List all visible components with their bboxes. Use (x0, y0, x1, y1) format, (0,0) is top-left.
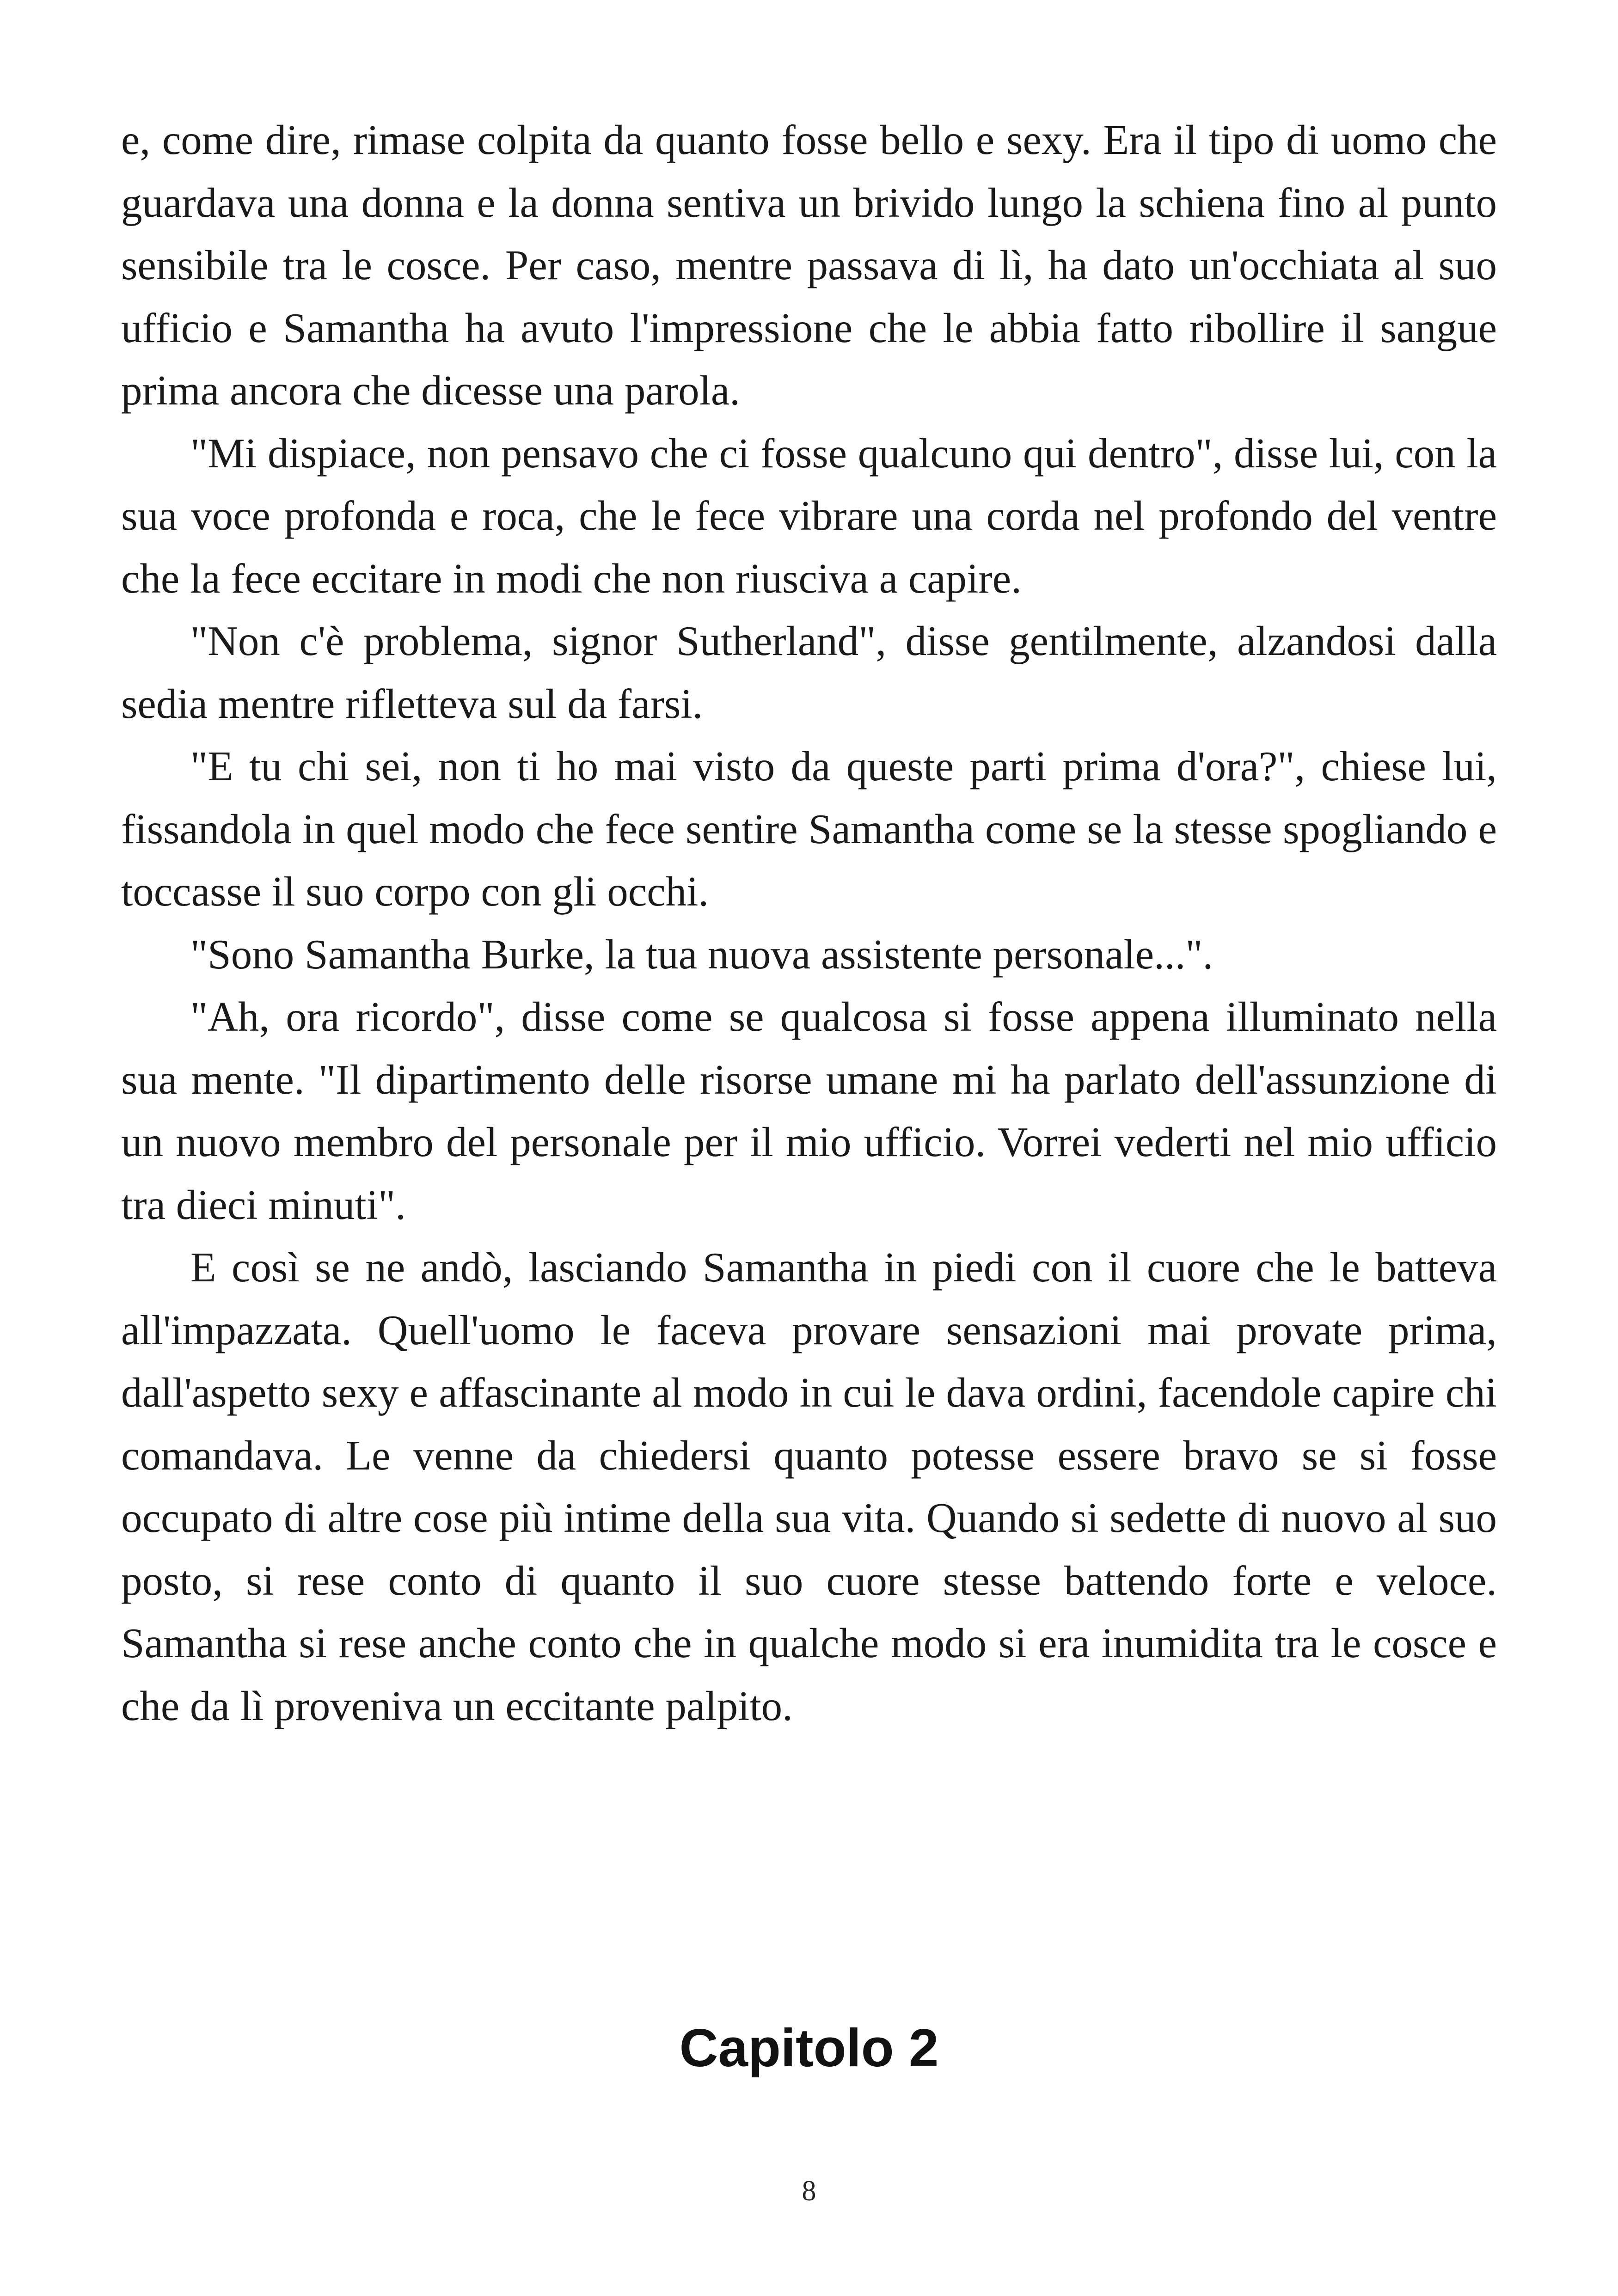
paragraph: e, come dire, rimase colpita da quanto fosse bello e sexy. Era il tipo di uomo che guardava una donna e la donna sentiva un brivido lungo la schiena fino al punto sensibile tra le cosce. Per caso, mentre passava di lì, ha dato un'occhiata al suo ufficio e Samantha ha avuto l'impressione che le abbia fatto ribollire il sangue prima ancora che dicesse una parola. (121, 116, 1497, 414)
chapter-heading: Capitolo 2 (679, 2018, 939, 2078)
body-text (121, 109, 1497, 1737)
page-number: 8 (802, 2175, 816, 2207)
paragraph: E così se ne andò, lasciando Samantha in piedi con il cuore che le batteva all'impazzata. Quell'uomo le faceva provare sensazioni mai provate prima, dall'aspetto sexy e affascinante al modo in cui le dava ordini, facendole capire chi comandava. Le venne da chiedersi quanto potesse essere bravo se si fosse occupato di altre cose più intime della sua vita. Quando si sedette di nuovo al suo posto, si rese conto di quanto il suo cuore stesse battendo forte e veloce. Samantha si rese anche conto che in qualche modo si era inumidita tra le cosce e che da lì proveniva un eccitante palpito. (121, 1244, 1497, 1729)
paragraph: "Non c'è problema, signor Sutherland", disse gentilmente, alzandosi dalla sedia mentre rifletteva sul da farsi. (121, 618, 1497, 727)
paragraph: "E tu chi sei, non ti ho mai visto da queste parti prima d'ora?", chiese lui, fissandola in quel modo che fece sentire Samantha come se la stesse spogliando e toccasse il suo corpo con gli occhi. (121, 743, 1497, 915)
paragraph: "Mi dispiace, non pensavo che ci fosse qualcuno qui dentro", disse lui, con la sua voce profonda e roca, che le fece vibrare una corda nel profondo del ventre che la fece eccitare in modi che non riusciva a capire. (121, 429, 1497, 602)
paragraph: "Sono Samantha Burke, la tua nuova assistente personale...". (190, 931, 1214, 978)
paragraph: "Ah, ora ricordo", disse come se qualcosa si fosse appena illuminato nella sua mente. "Il dipartimento delle risorse umane mi ha parlato dell'assunzione di un nuovo membro del personale per il mio ufficio. Vorrei vederti nel mio ufficio tra dieci minuti". (121, 993, 1497, 1228)
